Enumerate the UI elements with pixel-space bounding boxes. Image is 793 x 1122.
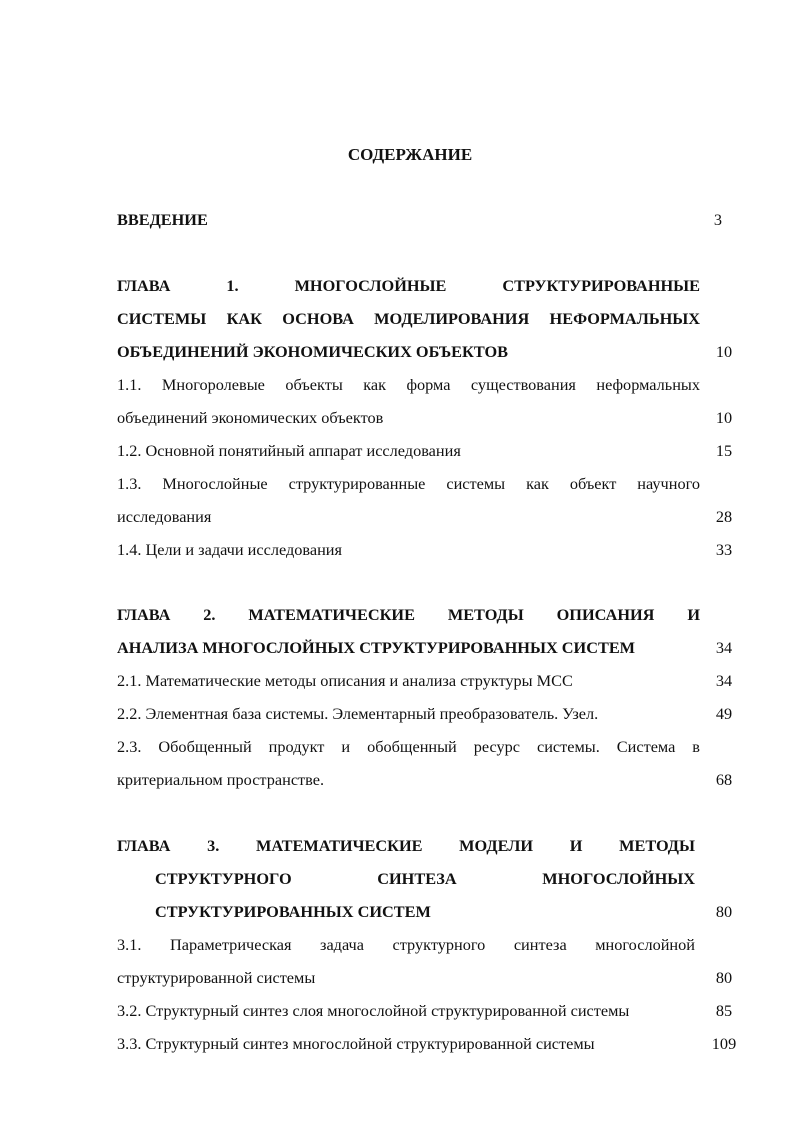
chapter3-title-line: СТРУКТУРИРОВАННЫХ СИСТЕМ	[155, 902, 431, 921]
toc-section-line: 1.4. Цели и задачи исследования	[117, 540, 342, 559]
toc-section-page: 49	[715, 704, 733, 723]
toc-section-page: 68	[715, 770, 733, 789]
chapter3-page: 80	[715, 902, 733, 921]
chapter1-title-line: ГЛАВА 1. МНОГОСЛОЙНЫЕ СТРУКТУРИРОВАННЫЕ	[117, 276, 700, 295]
toc-section-line: 2.3. Обобщенный продукт и обобщенный ресурс системы. Система в	[117, 737, 700, 756]
toc-intro-label: ВВЕДЕНИЕ	[117, 210, 208, 229]
chapter1-title-line: ОБЪЕДИНЕНИЙ ЭКОНОМИЧЕСКИХ ОБЪЕКТОВ	[117, 342, 509, 361]
chapter2-title-line: ГЛАВА 2. МАТЕМАТИЧЕСКИЕ МЕТОДЫ ОПИСАНИЯ И	[117, 605, 700, 624]
toc-section-page: 80	[715, 968, 733, 987]
chapter3-title-line: ГЛАВА 3. МАТЕМАТИЧЕСКИЕ МОДЕЛИ И МЕТОДЫ	[117, 836, 695, 855]
chapter2-title-line: АНАЛИЗА МНОГОСЛОЙНЫХ СТРУКТУРИРОВАННЫХ СИСТЕМ	[117, 638, 636, 657]
toc-section-page: 34	[715, 671, 733, 690]
toc-section-page: 109	[711, 1034, 737, 1053]
toc-section-line: 3.3. Структурный синтез многослойной структурированной системы	[117, 1034, 595, 1053]
toc-section-page: 85	[715, 1001, 733, 1020]
page-title: СОДЕРЖАНИЕ	[347, 145, 473, 164]
toc-section-line: 1.3. Многослойные структурированные системы как объект научного	[117, 474, 700, 493]
toc-section-page: 33	[715, 540, 733, 559]
toc-section-line: критериальном пространстве.	[117, 770, 325, 789]
toc-section-line: структурированной системы	[117, 968, 316, 987]
toc-section-line: 3.2. Структурный синтез слоя многослойной структурированной системы	[117, 1001, 630, 1020]
toc-section-line: объединений экономических объектов	[117, 408, 384, 427]
toc-intro-page: 3	[713, 210, 723, 229]
chapter1-title-line: СИСТЕМЫ КАК ОСНОВА МОДЕЛИРОВАНИЯ НЕФОРМАЛЬНЫХ	[117, 309, 700, 328]
chapter3-title-line: СТРУКТУРНОГО СИНТЕЗА МНОГОСЛОЙНЫХ	[155, 869, 695, 888]
toc-section-page: 10	[715, 408, 733, 427]
toc-section-line: 2.1. Математические методы описания и анализа структуры МСС	[117, 671, 573, 690]
chapter1-page: 10	[715, 342, 733, 361]
toc-section-line: 1.2. Основной понятийный аппарат исследования	[117, 441, 461, 460]
toc-section-line: 2.2. Элементная база системы. Элементарный преобразователь. Узел.	[117, 704, 599, 723]
toc-section-page: 15	[715, 441, 733, 460]
toc-section-line: 1.1. Многоролевые объекты как форма существования неформальных	[117, 375, 700, 394]
toc-section-line: исследования	[117, 507, 212, 526]
toc-section-line: 3.1. Параметрическая задача структурного синтеза многослойной	[117, 935, 695, 954]
chapter2-page: 34	[715, 638, 733, 657]
toc-section-page: 28	[715, 507, 733, 526]
